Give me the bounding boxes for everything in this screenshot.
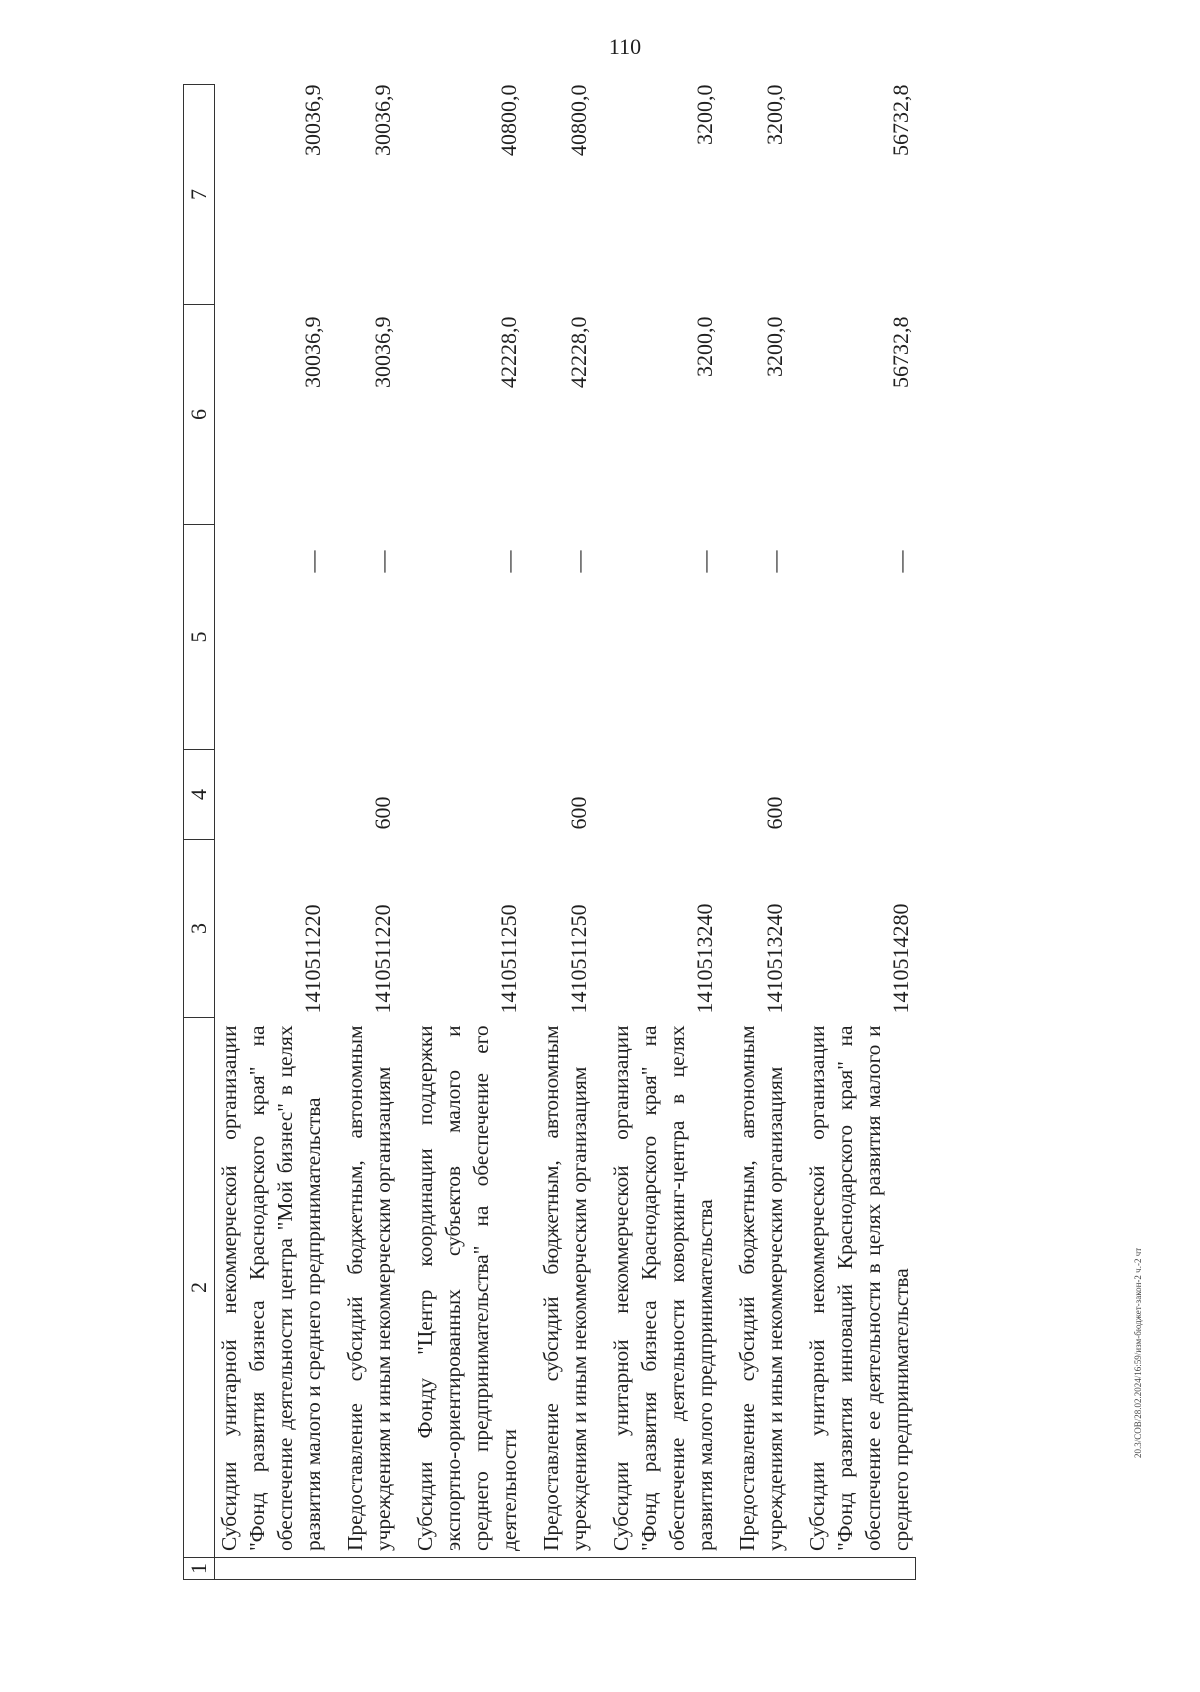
budget-table xyxy=(183,84,916,1580)
page-number: 110 xyxy=(608,34,642,59)
cell-description: Субсидии Фонду "Центр координации поддержки экспортно-ориентированных субъектов малого и среднего предпринимательства" на обеспечение его деятельности xyxy=(413,1025,521,1551)
cell-type: 600 xyxy=(566,796,591,830)
rotated-table-container xyxy=(183,85,1088,1580)
table-row xyxy=(215,85,328,1580)
table-row xyxy=(397,85,523,1580)
cell-col5: — xyxy=(566,550,591,573)
cell-col7: 56732,8 xyxy=(888,84,913,156)
cell-description: Предоставление субсидий бюджетным, автономным учреждениям и иным некоммерческим организациям xyxy=(735,1025,787,1551)
cell-description: Предоставление субсидий бюджетным, автономным учреждениям и иным некоммерческим организациям xyxy=(539,1025,591,1551)
cell-type xyxy=(215,750,328,840)
cell-col5: — xyxy=(692,550,717,573)
cell-col1 xyxy=(215,1558,328,1580)
cell-col5: — xyxy=(762,550,787,573)
cell-col7: 3200,0 xyxy=(692,84,717,145)
cell-description: Субсидии унитарной некоммерческой организации "Фонд развития бизнеса Краснодарского края" на обеспечение деятельности центра "Мой бизнес" в целях развития малого и среднего предпринимательства xyxy=(217,1025,325,1551)
cell-col7: 30036,9 xyxy=(370,84,395,156)
table-row xyxy=(327,85,397,1580)
cell-col7: 40800,0 xyxy=(496,84,521,156)
cell-col6: 3200,0 xyxy=(762,316,787,377)
cell-col6: 42228,0 xyxy=(496,316,521,388)
cell-col1 xyxy=(789,1558,915,1580)
cell-col5: — xyxy=(888,550,913,573)
header-col-4: 4 xyxy=(184,750,215,840)
cell-col7: 30036,9 xyxy=(300,84,325,156)
cell-description: Субсидии унитарной некоммерческой организации "Фонд развития бизнеса Краснодарского края" на обеспечение деятельности коворкинг-центра в целях развития малого предпринимательства xyxy=(609,1025,717,1551)
cell-description: Субсидии унитарной некоммерческой организации "Фонд развития инноваций Краснодарского края" на обеспечение ее деятельности в целях развития малого и среднего предпринимательства xyxy=(805,1025,913,1551)
header-col-3: 3 xyxy=(184,840,215,1018)
cell-type: 600 xyxy=(370,796,395,830)
document-code-text: 20.3/СОВ/28.02.2024/16:59/изм-бюджет-закон-2 ч.-2 чт xyxy=(1133,1247,1143,1458)
cell-code: 1410511250 xyxy=(566,904,591,1014)
cell-type xyxy=(593,750,719,840)
cell-col1 xyxy=(719,1558,789,1580)
cell-col7: 40800,0 xyxy=(566,84,591,156)
header-row xyxy=(184,85,215,1580)
cell-col1 xyxy=(523,1558,593,1580)
cell-col6: 42228,0 xyxy=(566,316,591,388)
document-code xyxy=(1133,80,1145,1460)
cell-code: 1410513240 xyxy=(692,903,717,1014)
cell-col6: 30036,9 xyxy=(300,316,325,388)
header-col-2: 2 xyxy=(184,1018,215,1558)
header-col-7: 7 xyxy=(184,85,215,305)
table-row xyxy=(593,85,719,1580)
cell-code: 1410513240 xyxy=(762,903,787,1014)
cell-col1 xyxy=(397,1558,523,1580)
cell-col6: 30036,9 xyxy=(370,316,395,388)
header-col-5: 5 xyxy=(184,525,215,750)
cell-col5: — xyxy=(370,550,395,573)
cell-col5: — xyxy=(496,550,521,573)
table-row xyxy=(789,85,915,1580)
cell-col5: — xyxy=(300,550,325,573)
cell-type xyxy=(397,750,523,840)
cell-col7: 3200,0 xyxy=(762,84,787,145)
table-row xyxy=(719,85,789,1580)
cell-col6: 56732,8 xyxy=(888,316,913,388)
table-row xyxy=(523,85,593,1580)
cell-code: 1410514280 xyxy=(888,903,913,1014)
cell-description: Предоставление субсидий бюджетным, автономным учреждениям и иным некоммерческим организациям xyxy=(343,1025,395,1551)
cell-col1 xyxy=(593,1558,719,1580)
header-col-6: 6 xyxy=(184,305,215,525)
cell-col6: 3200,0 xyxy=(692,316,717,377)
cell-type: 600 xyxy=(762,796,787,830)
cell-col1 xyxy=(327,1558,397,1580)
cell-type xyxy=(789,750,915,840)
header-col-1: 1 xyxy=(184,1558,215,1580)
cell-code: 1410511220 xyxy=(370,904,395,1014)
cell-code: 1410511220 xyxy=(300,904,325,1014)
cell-code: 1410511250 xyxy=(496,904,521,1014)
